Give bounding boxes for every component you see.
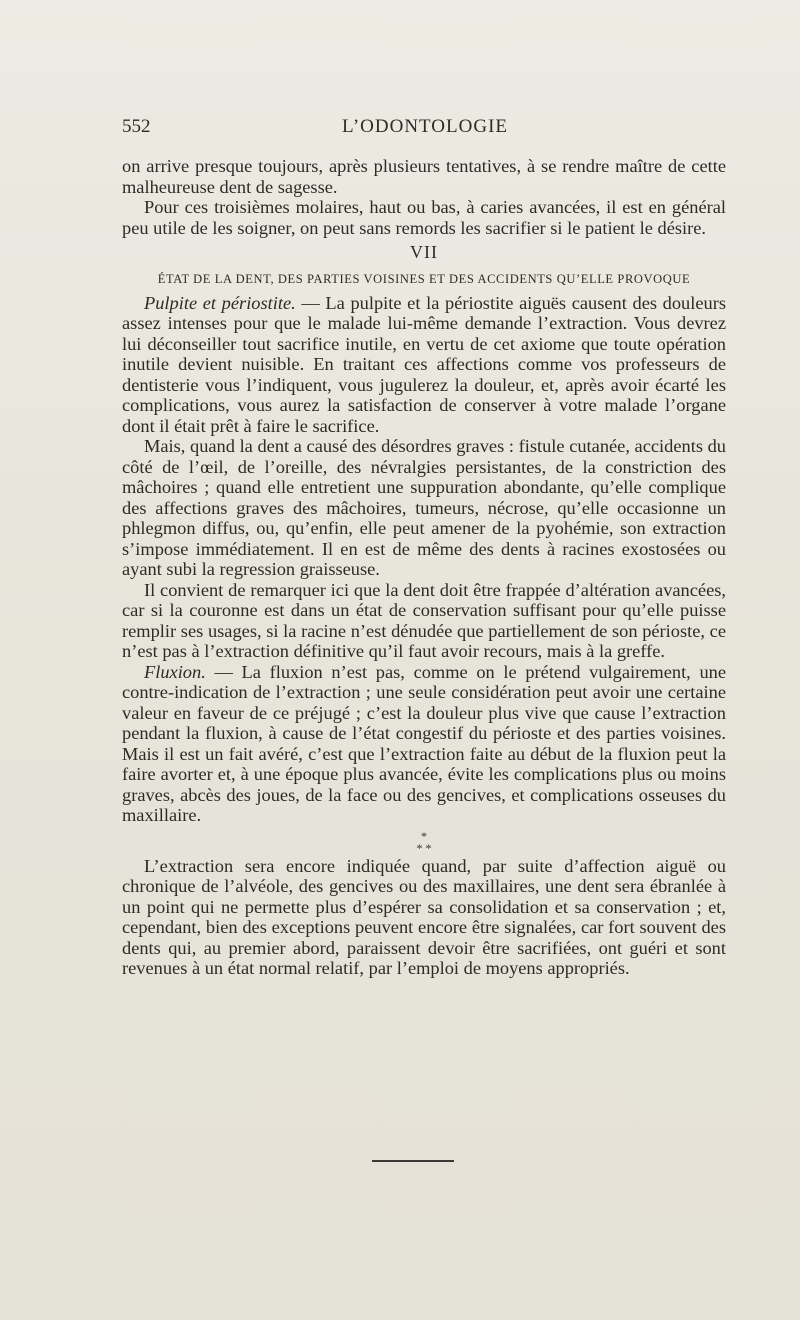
body-text (122, 156, 726, 979)
page-header (122, 116, 728, 146)
page-number: 552 (122, 116, 151, 137)
pulpite-text: — La pulpite et la périostite aiguës causent des douleurs assez intenses pour que le malade lui-même demande l’extraction. Vous devrez lui déconseiller tout sacrifice inutile, en vertu de cet axiome que toute opération inutile devient nuisible. En traitant ces affections comme vos professeurs de dentisterie vous l’indiquent, vous jugulerez la douleur, et, après avoir écarté les complications, vous aurez la satisfaction de conserver à votre malade l’organe dont il était prêt à faire le sacrifice. (122, 292, 727, 436)
asterism (122, 830, 726, 854)
section-title: ÉTAT DE LA DENT, DES PARTIES VOISINES ET DES ACCIDENTS QU’ELLE PROVOQUE (157, 271, 691, 286)
pulpite-lead: Pulpite et périostite. (144, 292, 296, 313)
asterism-bottom: * * (416, 840, 432, 855)
fluxion-text: — La fluxion n’est pas, comme on le prétend vulgairement, une contre-indication de l’extraction ; une seule considération peut avoir une certaine valeur en faveur de ce préjugé ; c’est la douleur plus vive que cause l’extraction pendant la fluxion, à cause de l’état congestif du périoste et des parties voisines. Mais il est un fait avéré, c’est que l’extraction faite au début de la fluxion peut la faire avorter et, à une époque plus avancée, évite les complications plus ou moins graves, abcès des joues, de la face ou des gencives, et complications osseuses du maxillaire. (122, 661, 726, 825)
paragraph-fluxion (122, 662, 726, 826)
paragraph-pulpite (122, 293, 726, 437)
paragraph-convient: Il convient de remarquer ici que la dent doit être frappée d’altération avancées, car si la couronne est dans un état de conservation suffisant pour qu’elle puisse remplir ses usages, si la racine n’est dénudée que partiellement de son périoste, ce n’est pas à l’extraction définitive qu’il faut avoir recours, mais à la greffe. (122, 579, 726, 661)
end-rule (372, 1160, 454, 1162)
paragraph-intro-continued: on arrive presque toujours, après plusieurs tentatives, à se rendre maître de cette malheureuse dent de sagesse. (122, 156, 726, 197)
paragraph-final: L’extraction sera encore indiquée quand, par suite d’affection aiguë ou chronique de l’alvéole, des gencives ou des maxillaires, une dent sera ébranlée à un point qui ne permette plus d’espérer sa consolidation et sa conservation ; et, cependant, bien des exceptions peuvent encore être signalées, car fort souvent des dents qui, au premier abord, paraissent devoir être sacrifiées, ont guéri et sont revenues à un état normal relatif, par l’emploi de moyens appropriés. (122, 855, 726, 978)
section-number: VII (410, 242, 438, 262)
paragraph-molaires: Pour ces troisièmes molaires, haut ou bas, à caries avancées, il est en général peu utile de les soigner, on peut sans remords les sacrifier si le patient le désire. (122, 197, 726, 238)
paragraph-mais: Mais, quand la dent a causé des désordres graves : fistule cutanée, accidents du côté de l’œil, de l’oreille, des névralgies persistantes, de la constriction des mâchoires ; quand elle entretient une suppuration abondante, qu’elle complique des affections graves des mâchoires, tumeurs, nécrose, qu’elle occasionne un phlegmon diffus, ou, qu’enfin, elle peut amener de la pyohémie, son extraction s’impose immédiatement. Il en est de même des dents à racines exostosées ou ayant subi la regression graisseuse. (122, 436, 726, 579)
asterism-top: * (421, 828, 427, 843)
fluxion-lead: Fluxion. (144, 661, 206, 682)
running-title: L’ODONTOLOGIE (341, 116, 509, 137)
